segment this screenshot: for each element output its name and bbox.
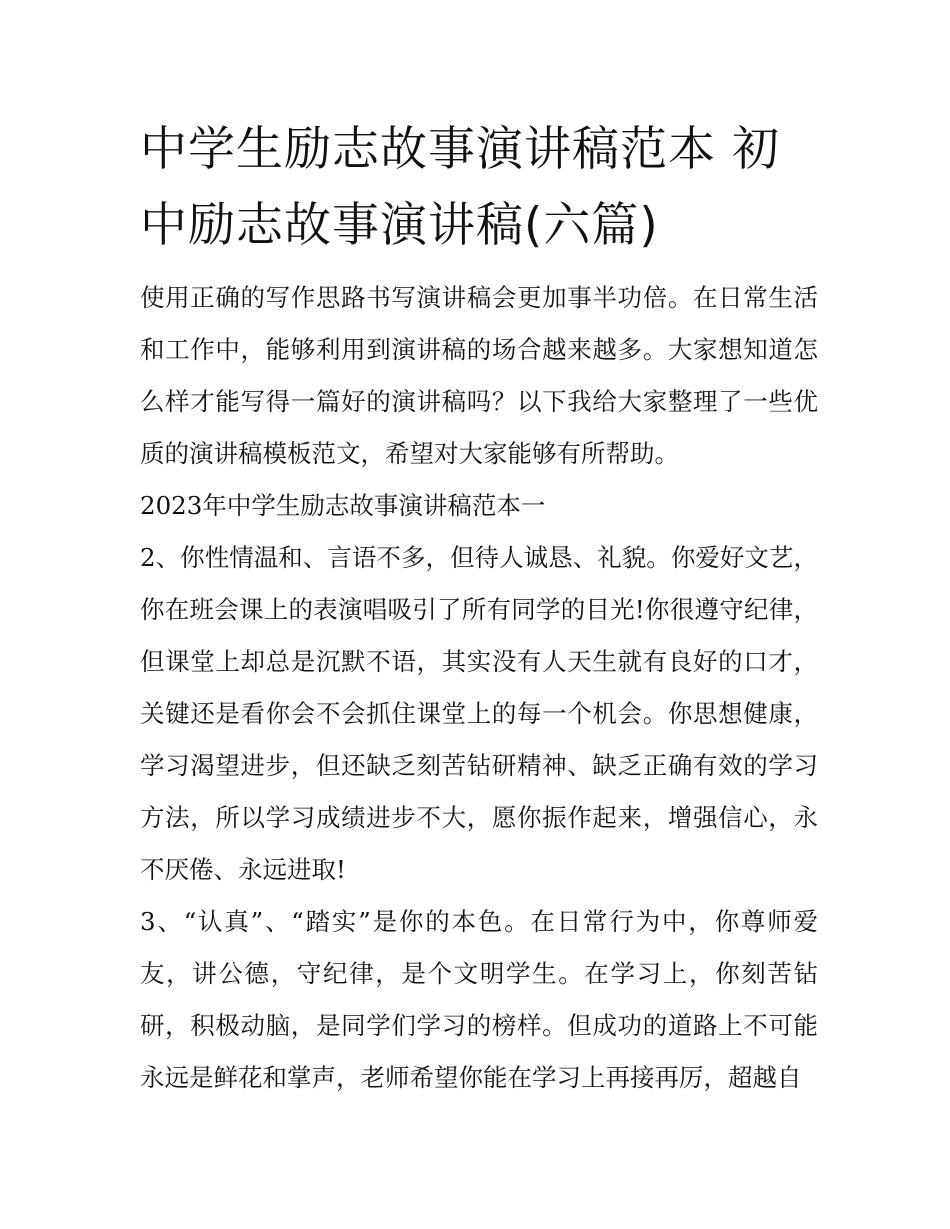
body-paragraph-2: 2、你性情温和、言语不多，但待人诚恳、礼貌。你爱好文艺，你在班会课上的表演唱吸引了所有同学的目光!你很遵守纪律，但课堂上却总是沉默不语，其实没有人天生就有良好的口才，关键还是看你会不会抓住课堂上的每一个机会。你思想健康，学习渴望进步，但还缺乏刻苦钻研精神、缺乏正确有效的学习方法，所以学习成绩进步不大，愿你振作起来，增强信心，永不厌倦、永远进取! <box>140 543 818 884</box>
document-title: 中学生励志故事演讲稿范本 初中励志故事演讲稿(六篇) <box>140 122 780 253</box>
intro-paragraph: 使用正确的写作思路书写演讲稿会更加事半功倍。在日常生活和工作中，能够利用到演讲稿的场合越来越多。大家想知道怎么样才能写得一篇好的演讲稿吗？以下我给大家整理了一些优质的演讲稿模板范文，希望对大家能够有所帮助。 <box>140 283 818 468</box>
body-paragraph-3: 3、“认真”、“踏实”是你的本色。在日常行为中，你尊师爱友，讲公德，守纪律，是个文明学生。在学习上，你刻苦钻研，积极动脑，是同学们学习的榜样。但成功的道路上不可能永远是鲜花和掌声，老师希望你能在学习上再接再厉，超越自 <box>140 907 818 1092</box>
document-content <box>140 112 818 1104</box>
section-heading: 2023年中学生励志故事演讲稿范本一 <box>140 491 546 520</box>
